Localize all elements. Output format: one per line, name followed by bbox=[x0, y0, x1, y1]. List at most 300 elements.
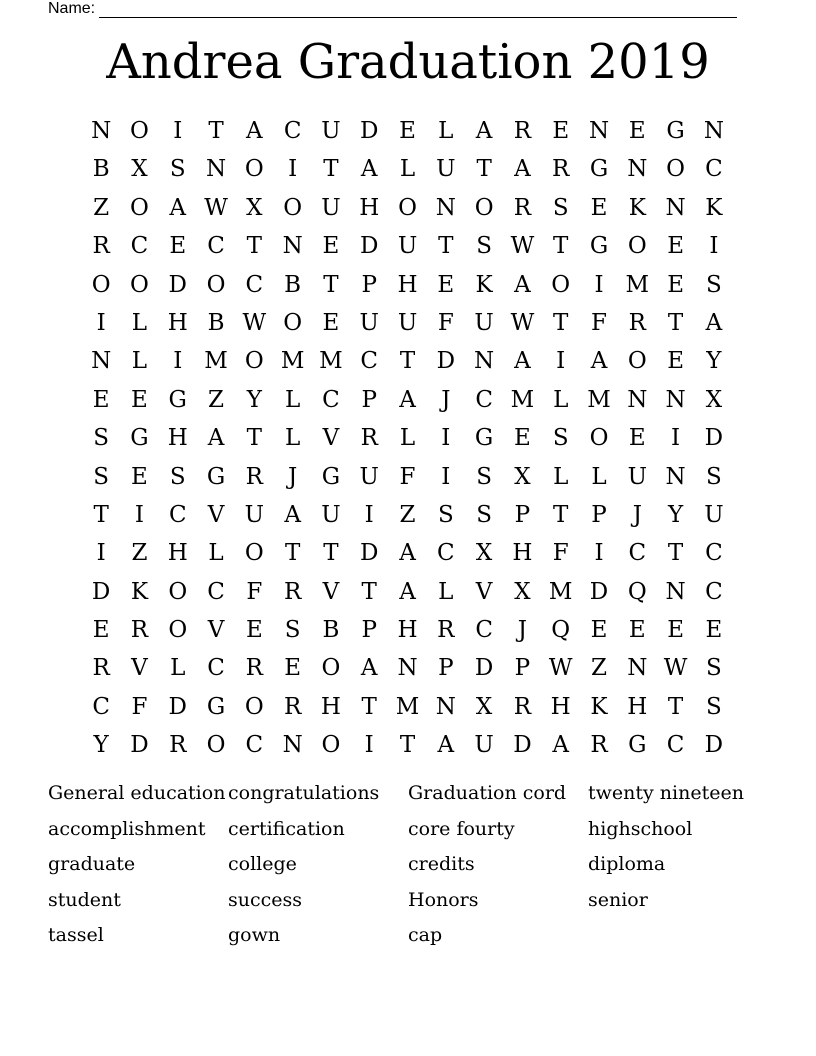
word-list-item: senior bbox=[588, 888, 648, 911]
grid-letter: S bbox=[476, 233, 492, 260]
grid-letter: I bbox=[441, 425, 451, 452]
grid-letter: D bbox=[704, 425, 724, 452]
grid-letter: O bbox=[130, 194, 149, 221]
grid-letter: C bbox=[475, 617, 493, 644]
grid-letter: V bbox=[475, 578, 493, 605]
grid-letter: D bbox=[436, 348, 456, 375]
grid-row bbox=[82, 381, 733, 419]
grid-letter: H bbox=[320, 693, 341, 720]
grid-letter: S bbox=[93, 463, 110, 490]
grid-letter: Y bbox=[668, 501, 684, 528]
word-list-item: gown bbox=[228, 924, 281, 947]
grid-letter: J bbox=[288, 463, 298, 490]
grid-letter: G bbox=[206, 463, 226, 490]
grid-letter: A bbox=[590, 348, 608, 375]
grid-letter: A bbox=[399, 540, 416, 567]
grid-letter: R bbox=[552, 156, 570, 183]
word-list-item: core fourty bbox=[408, 817, 515, 840]
grid-letter: L bbox=[131, 309, 148, 336]
grid-letter: T bbox=[667, 540, 684, 567]
grid-letter: R bbox=[283, 578, 302, 605]
grid-letter: D bbox=[360, 233, 379, 260]
word-list-item: tassel bbox=[48, 924, 104, 947]
grid-letter: T bbox=[399, 348, 416, 375]
grid-letter: C bbox=[666, 732, 685, 759]
word-list-item: graduate bbox=[48, 853, 136, 876]
grid-letter: X bbox=[705, 386, 723, 413]
grid-letter: U bbox=[474, 309, 494, 336]
word-list-item: success bbox=[228, 888, 303, 911]
grid-letter: D bbox=[168, 271, 187, 298]
grid-letter: P bbox=[514, 655, 531, 682]
grid-letter: D bbox=[704, 732, 724, 759]
grid-letter: M bbox=[204, 348, 228, 375]
grid-letter: C bbox=[168, 501, 187, 528]
grid-letter: P bbox=[591, 501, 607, 528]
grid-letter: N bbox=[91, 118, 112, 144]
grid-letter: O bbox=[627, 233, 647, 260]
grid-letter: V bbox=[207, 501, 225, 528]
grid-letter: R bbox=[92, 655, 110, 682]
grid-row bbox=[82, 688, 733, 726]
grid-letter: S bbox=[476, 463, 492, 490]
grid-letter: I bbox=[96, 540, 106, 567]
grid-letter: V bbox=[322, 425, 340, 452]
grid-letter: D bbox=[360, 118, 379, 144]
grid-letter: K bbox=[628, 194, 646, 221]
grid-letter: V bbox=[131, 655, 148, 682]
grid-letter: R bbox=[513, 194, 532, 221]
grid-letter: E bbox=[437, 271, 455, 298]
grid-letter: X bbox=[514, 578, 531, 605]
grid-letter: H bbox=[359, 194, 380, 221]
grid-letter: E bbox=[399, 118, 416, 144]
grid-row bbox=[82, 611, 733, 649]
grid-letter: S bbox=[706, 271, 722, 298]
grid-letter: N bbox=[435, 693, 456, 720]
grid-letter: L bbox=[553, 386, 569, 413]
grid-letter: G bbox=[130, 425, 149, 452]
grid-letter: T bbox=[399, 732, 416, 759]
grid-letter: I bbox=[364, 732, 374, 759]
grid-letter: M bbox=[395, 693, 420, 720]
grid-letter: G bbox=[206, 693, 226, 720]
grid-letter: W bbox=[510, 309, 535, 336]
grid-letter: O bbox=[627, 348, 647, 375]
grid-letter: M bbox=[587, 386, 611, 413]
grid-letter: M bbox=[510, 386, 535, 413]
grid-letter: U bbox=[321, 194, 341, 221]
grid-letter: D bbox=[513, 732, 532, 759]
grid-letter: U bbox=[244, 501, 265, 528]
grid-letter: M bbox=[548, 578, 573, 605]
grid-letter: B bbox=[284, 271, 302, 298]
grid-letter: N bbox=[91, 348, 112, 375]
grid-letter: I bbox=[288, 156, 298, 183]
grid-letter: H bbox=[397, 271, 418, 298]
grid-letter: L bbox=[131, 348, 148, 375]
grid-letter: H bbox=[167, 309, 188, 336]
grid-letter: S bbox=[706, 655, 722, 682]
grid-letter: C bbox=[283, 118, 302, 144]
word-list-item: credits bbox=[408, 853, 475, 876]
grid-letter: O bbox=[398, 194, 417, 221]
grid-letter: L bbox=[591, 463, 607, 490]
grid-row bbox=[82, 726, 733, 764]
grid-letter: H bbox=[397, 617, 418, 644]
name-field bbox=[48, 0, 737, 18]
grid-letter: S bbox=[706, 693, 722, 720]
grid-letter: N bbox=[627, 655, 648, 682]
grid-letter: N bbox=[282, 732, 303, 759]
grid-row bbox=[82, 342, 733, 380]
grid-letter: R bbox=[628, 309, 646, 336]
grid-letter: O bbox=[283, 194, 303, 221]
grid-letter: W bbox=[242, 309, 267, 336]
grid-letter: V bbox=[207, 617, 225, 644]
grid-letter: R bbox=[360, 425, 378, 452]
grid-letter: J bbox=[517, 617, 528, 644]
grid-letter: N bbox=[474, 348, 495, 375]
grid-letter: B bbox=[92, 156, 110, 183]
grid-letter: H bbox=[512, 540, 533, 567]
grid-letter: P bbox=[361, 386, 377, 413]
grid-letter: O bbox=[130, 118, 149, 144]
grid-letter: B bbox=[207, 309, 225, 336]
grid-letter: Q bbox=[551, 617, 571, 644]
grid-letter: O bbox=[244, 693, 264, 720]
grid-letter: E bbox=[169, 233, 187, 260]
grid-letter: T bbox=[553, 501, 569, 528]
grid-letter: C bbox=[705, 156, 723, 183]
grid-letter: R bbox=[513, 693, 532, 720]
word-search-grid bbox=[82, 112, 733, 765]
grid-letter: P bbox=[438, 655, 454, 682]
grid-letter: O bbox=[91, 271, 111, 298]
grid-letter: Z bbox=[93, 194, 110, 221]
grid-letter: C bbox=[207, 578, 225, 605]
grid-letter: T bbox=[438, 233, 454, 260]
grid-letter: X bbox=[514, 463, 531, 490]
grid-letter: G bbox=[474, 425, 494, 452]
grid-letter: O bbox=[206, 271, 226, 298]
grid-letter: E bbox=[628, 425, 646, 452]
grid-letter: C bbox=[437, 540, 455, 567]
grid-letter: L bbox=[170, 655, 186, 682]
grid-letter: L bbox=[284, 386, 301, 413]
grid-letter: I bbox=[556, 348, 566, 375]
grid-letter: C bbox=[130, 233, 149, 260]
grid-letter: C bbox=[705, 540, 723, 567]
grid-letter: E bbox=[552, 118, 570, 144]
grid-letter: Y bbox=[246, 386, 262, 413]
grid-letter: T bbox=[667, 693, 684, 720]
grid-letter: A bbox=[360, 156, 378, 183]
grid-letter: O bbox=[168, 617, 188, 644]
grid-letter: R bbox=[283, 693, 302, 720]
grid-letter: R bbox=[245, 655, 263, 682]
grid-letter: C bbox=[322, 386, 340, 413]
grid-letter: O bbox=[244, 156, 264, 183]
grid-letter: E bbox=[667, 348, 684, 375]
word-list-item: certification bbox=[228, 817, 345, 840]
grid-letter: O bbox=[474, 194, 494, 221]
grid-letter: S bbox=[476, 501, 492, 528]
grid-letter: W bbox=[510, 233, 535, 260]
grid-letter: O bbox=[589, 425, 609, 452]
grid-letter: C bbox=[207, 655, 225, 682]
grid-letter: J bbox=[441, 386, 451, 413]
grid-letter: C bbox=[92, 693, 110, 720]
grid-letter: O bbox=[130, 271, 149, 298]
word-list-item: student bbox=[48, 888, 121, 911]
grid-letter: E bbox=[667, 271, 684, 298]
grid-letter: I bbox=[134, 501, 144, 528]
grid-letter: I bbox=[173, 118, 183, 144]
grid-letter: G bbox=[589, 156, 609, 183]
grid-row bbox=[82, 266, 733, 304]
grid-letter: V bbox=[322, 578, 340, 605]
grid-letter: O bbox=[321, 655, 341, 682]
grid-letter: N bbox=[282, 233, 303, 260]
grid-letter: X bbox=[475, 693, 493, 720]
grid-letter: U bbox=[321, 118, 341, 144]
grid-letter: T bbox=[208, 118, 224, 144]
grid-letter: E bbox=[92, 386, 110, 413]
grid-letter: Z bbox=[208, 386, 225, 413]
grid-letter: A bbox=[475, 118, 493, 144]
grid-letter: E bbox=[705, 617, 723, 644]
grid-letter: N bbox=[665, 463, 686, 490]
grid-letter: T bbox=[553, 233, 569, 260]
grid-letter: T bbox=[361, 693, 377, 720]
grid-letter: A bbox=[552, 732, 570, 759]
grid-row bbox=[82, 419, 733, 457]
grid-letter: D bbox=[360, 540, 379, 567]
grid-letter: S bbox=[169, 463, 186, 490]
grid-letter: C bbox=[475, 386, 493, 413]
grid-letter: G bbox=[168, 386, 187, 413]
grid-letter: I bbox=[96, 309, 106, 336]
word-list-item: cap bbox=[408, 924, 443, 947]
grid-letter: S bbox=[552, 425, 569, 452]
grid-letter: M bbox=[280, 348, 305, 375]
grid-letter: E bbox=[628, 617, 646, 644]
grid-letter: D bbox=[168, 693, 187, 720]
grid-letter: R bbox=[245, 463, 263, 490]
grid-letter: H bbox=[627, 693, 648, 720]
grid-row bbox=[82, 458, 733, 496]
grid-letter: G bbox=[666, 118, 685, 144]
grid-letter: O bbox=[321, 732, 341, 759]
grid-letter: U bbox=[436, 156, 456, 183]
grid-letter: E bbox=[284, 655, 302, 682]
grid-letter: I bbox=[441, 463, 451, 490]
grid-letter: E bbox=[322, 233, 340, 260]
grid-row bbox=[82, 189, 733, 227]
grid-letter: L bbox=[284, 425, 301, 452]
grid-letter: Y bbox=[93, 732, 109, 759]
word-list-item: diploma bbox=[588, 853, 666, 876]
grid-letter: M bbox=[319, 348, 343, 375]
grid-letter: M bbox=[625, 271, 650, 298]
grid-letter: H bbox=[167, 425, 188, 452]
grid-letter: D bbox=[91, 578, 111, 605]
grid-row bbox=[82, 150, 733, 188]
grid-letter: E bbox=[667, 617, 684, 644]
grid-letter: R bbox=[590, 732, 608, 759]
grid-letter: L bbox=[438, 578, 454, 605]
grid-letter: C bbox=[705, 578, 723, 605]
grid-letter: T bbox=[246, 425, 262, 452]
grid-letter: U bbox=[321, 501, 341, 528]
grid-letter: X bbox=[475, 540, 493, 567]
page-title: Andrea Graduation 2019 bbox=[106, 34, 710, 90]
grid-letter: R bbox=[513, 118, 532, 144]
grid-letter: K bbox=[705, 194, 723, 221]
grid-letter: U bbox=[359, 463, 379, 490]
word-list-item: Honors bbox=[408, 888, 479, 911]
grid-letter: L bbox=[208, 540, 224, 567]
grid-letter: L bbox=[399, 425, 416, 452]
grid-letter: I bbox=[364, 501, 374, 528]
grid-letter: K bbox=[590, 693, 608, 720]
grid-letter: Y bbox=[706, 348, 722, 375]
word-list-item: Graduation cord bbox=[408, 782, 567, 804]
grid-letter: N bbox=[205, 156, 227, 183]
grid-letter: L bbox=[553, 463, 569, 490]
grid-letter: W bbox=[663, 655, 688, 682]
grid-letter: T bbox=[323, 540, 339, 567]
grid-letter: L bbox=[438, 118, 454, 144]
name-line bbox=[99, 3, 737, 18]
grid-letter: A bbox=[360, 655, 378, 682]
grid-letter: T bbox=[553, 309, 569, 336]
grid-letter: A bbox=[284, 501, 301, 528]
grid-letter: F bbox=[552, 540, 569, 567]
grid-letter: X bbox=[246, 194, 263, 221]
grid-letter: N bbox=[435, 194, 456, 221]
grid-letter: N bbox=[588, 118, 610, 144]
grid-letter: E bbox=[628, 118, 646, 144]
grid-row bbox=[82, 573, 733, 611]
name-label: Name: bbox=[48, 0, 96, 17]
grid-letter: S bbox=[93, 425, 110, 452]
grid-letter: H bbox=[550, 693, 571, 720]
grid-letter: G bbox=[589, 233, 609, 260]
grid-letter: C bbox=[245, 271, 264, 298]
grid-letter: N bbox=[665, 386, 686, 413]
grid-letter: E bbox=[590, 194, 608, 221]
word-list-item: highschool bbox=[588, 817, 693, 840]
grid-letter: T bbox=[476, 156, 492, 183]
grid-letter: R bbox=[169, 732, 187, 759]
grid-letter: W bbox=[548, 655, 573, 682]
grid-letter: N bbox=[627, 156, 648, 183]
grid-letter: T bbox=[93, 501, 109, 528]
grid-row bbox=[82, 112, 733, 150]
grid-letter: U bbox=[359, 309, 379, 336]
grid-letter: S bbox=[706, 463, 722, 490]
grid-letter: F bbox=[437, 309, 454, 336]
grid-letter: N bbox=[665, 194, 686, 221]
grid-letter: I bbox=[671, 425, 681, 452]
grid-letter: N bbox=[627, 386, 648, 413]
grid-letter: C bbox=[245, 732, 264, 759]
grid-letter: D bbox=[589, 578, 609, 605]
grid-letter: O bbox=[168, 578, 188, 605]
grid-letter: L bbox=[399, 156, 416, 183]
grid-letter: S bbox=[169, 156, 186, 183]
grid-letter: F bbox=[246, 578, 263, 605]
grid-letter: S bbox=[437, 501, 454, 528]
grid-letter: R bbox=[130, 617, 149, 644]
grid-letter: Q bbox=[627, 578, 647, 605]
grid-letter: Z bbox=[399, 501, 416, 528]
grid-letter: O bbox=[244, 540, 264, 567]
grid-letter: N bbox=[665, 578, 686, 605]
word-list bbox=[48, 776, 768, 954]
grid-letter: F bbox=[399, 463, 416, 490]
grid-row bbox=[82, 304, 733, 342]
grid-letter: T bbox=[361, 578, 377, 605]
grid-row bbox=[82, 227, 733, 265]
grid-letter: G bbox=[321, 463, 341, 490]
grid-letter: O bbox=[244, 348, 264, 375]
grid-letter: E bbox=[322, 309, 340, 336]
grid-letter: I bbox=[594, 271, 604, 298]
grid-letter: K bbox=[475, 271, 493, 298]
grid-letter: U bbox=[627, 463, 647, 490]
grid-row bbox=[82, 649, 733, 687]
grid-letter: I bbox=[594, 540, 604, 567]
grid-letter: S bbox=[284, 617, 301, 644]
grid-letter: Z bbox=[131, 540, 148, 567]
grid-letter: B bbox=[322, 617, 340, 644]
grid-letter: R bbox=[437, 617, 455, 644]
grid-letter: A bbox=[705, 309, 723, 336]
grid-letter: G bbox=[628, 732, 647, 759]
grid-letter: E bbox=[667, 233, 684, 260]
grid-letter: N bbox=[397, 655, 418, 682]
word-list-item: twenty nineteen bbox=[588, 782, 744, 804]
grid-letter: U bbox=[704, 501, 724, 528]
grid-letter: T bbox=[246, 233, 262, 260]
grid-letter: A bbox=[514, 156, 531, 183]
grid-letter: T bbox=[284, 540, 301, 567]
grid-letter: C bbox=[360, 348, 379, 375]
grid-letter: J bbox=[632, 501, 642, 528]
grid-letter: U bbox=[397, 233, 418, 260]
grid-letter: E bbox=[514, 425, 531, 452]
grid-letter: A bbox=[246, 118, 263, 144]
grid-letter: A bbox=[437, 732, 455, 759]
word-list-item: accomplishment bbox=[48, 817, 206, 840]
grid-letter: T bbox=[667, 309, 684, 336]
grid-letter: Z bbox=[591, 655, 607, 682]
grid-letter: O bbox=[283, 309, 303, 336]
grid-letter: A bbox=[169, 194, 187, 221]
grid-letter: E bbox=[92, 617, 110, 644]
grid-letter: O bbox=[206, 732, 226, 759]
grid-row bbox=[82, 534, 733, 572]
grid-letter: F bbox=[591, 309, 607, 336]
grid-letter: P bbox=[361, 271, 377, 298]
grid-letter: A bbox=[514, 271, 531, 298]
grid-letter: A bbox=[399, 578, 416, 605]
grid-letter: W bbox=[204, 194, 228, 221]
grid-letter: K bbox=[130, 578, 149, 605]
